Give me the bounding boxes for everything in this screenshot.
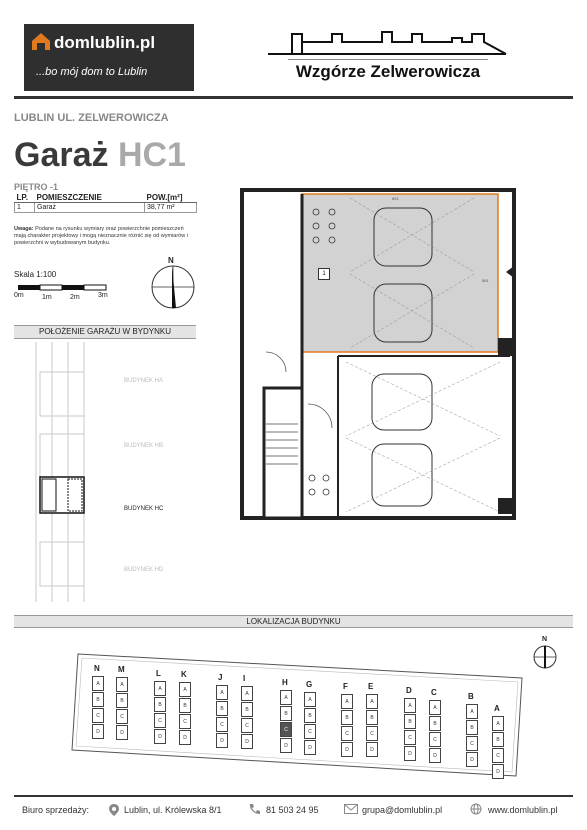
site-unit: A xyxy=(241,686,253,701)
site-unit: A xyxy=(366,694,378,709)
site-unit: B xyxy=(241,702,253,717)
logo-tagline: ...bo mój dom to Lublin xyxy=(36,66,148,78)
scale-tick-0: 0m xyxy=(14,292,24,299)
site-unit: C xyxy=(404,730,416,745)
building-label-hb: BUDYNEK HB xyxy=(124,443,164,449)
site-unit: D xyxy=(466,752,478,767)
site-unit: C xyxy=(304,724,316,739)
site-unit: C xyxy=(429,732,441,747)
site-building-label: M xyxy=(118,665,125,674)
scale-tick-1: 1m xyxy=(42,294,52,301)
site-unit: D xyxy=(280,738,292,753)
site-unit: B xyxy=(179,698,191,713)
site-building-label: I xyxy=(243,674,246,683)
site-unit: A xyxy=(429,700,441,715)
site-unit: A xyxy=(492,716,504,731)
site-building-label: E xyxy=(368,682,374,691)
project-title: Wzgórze Zelwerowicza xyxy=(295,62,481,81)
table-row xyxy=(15,203,197,213)
site-unit: A xyxy=(216,685,228,700)
logo-brand: domlublin.pl xyxy=(54,33,156,52)
footer-label: Biuro sprzedaży: xyxy=(22,805,90,815)
site-building-label: G xyxy=(306,680,313,689)
site-section-title: LOKALIZACJA BUDYNKU xyxy=(14,615,573,628)
site-building-label: C xyxy=(431,688,437,697)
site-building-label: L xyxy=(156,669,161,678)
scale-tick-2: 2m xyxy=(70,294,80,301)
site-unit: D xyxy=(241,734,253,749)
site-unit: C xyxy=(341,726,353,741)
floor-plan xyxy=(238,188,520,522)
email-icon xyxy=(344,804,358,814)
entry-arrow-icon xyxy=(506,266,514,278)
location-label: LUBLIN UL. ZELWEROWICZA xyxy=(14,112,169,124)
building-section-plan xyxy=(30,342,90,602)
site-unit: D xyxy=(492,764,504,779)
building-label-ha: BUDYNEK HA xyxy=(124,378,164,384)
scale-tick-3: 3m xyxy=(98,292,108,299)
header-divider xyxy=(14,96,573,99)
site-unit: D xyxy=(154,729,166,744)
site-unit: B xyxy=(154,697,166,712)
site-building-label: D xyxy=(406,686,412,695)
site-unit: B xyxy=(216,701,228,716)
site-plan xyxy=(70,650,530,780)
footer-email[interactable]: grupa@domlublin.pl xyxy=(362,805,443,815)
site-unit: A xyxy=(116,677,128,692)
site-unit: B xyxy=(92,692,104,707)
site-compass-icon xyxy=(532,644,558,670)
site-compass-north-label: N xyxy=(542,636,548,643)
plan-room-label: 1 xyxy=(318,268,330,280)
site-unit: C xyxy=(241,718,253,733)
garage-hc1-area xyxy=(302,194,498,352)
compass-icon xyxy=(150,264,196,310)
site-unit: B xyxy=(116,693,128,708)
site-building-label: J xyxy=(218,673,223,682)
site-unit: B xyxy=(341,710,353,725)
site-building-label: B xyxy=(468,692,474,701)
site-unit: C xyxy=(179,714,191,729)
site-unit: D xyxy=(116,725,128,740)
col-room: POMIESZCZENIE xyxy=(35,193,145,203)
unit-code: HC1 xyxy=(117,136,186,174)
location-pin-icon xyxy=(108,803,120,817)
row-no: 1 xyxy=(15,203,35,213)
building-label-hd: BUDYNEK HD xyxy=(124,567,164,573)
site-unit: C xyxy=(92,708,104,723)
footer-address[interactable]: Lublin, ul. Królewska 8/1 xyxy=(124,805,222,815)
site-unit: B xyxy=(366,710,378,725)
row-room: Garaż xyxy=(35,203,145,213)
footer-divider xyxy=(14,795,573,797)
col-no: LP. xyxy=(15,193,35,203)
site-building-label: F xyxy=(343,682,348,691)
site-unit: A xyxy=(304,692,316,707)
site-unit: A xyxy=(154,681,166,696)
plan-dim-side: 561 xyxy=(482,278,489,283)
site-unit: D xyxy=(179,730,191,745)
site-unit: D xyxy=(366,742,378,757)
site-unit: C xyxy=(216,717,228,732)
site-unit: A xyxy=(404,698,416,713)
site-unit: C xyxy=(154,713,166,728)
position-section-title: POŁOŻENIE GARAŻU W BYDYNKU xyxy=(14,325,196,339)
site-unit: D xyxy=(429,748,441,763)
site-building-label: H xyxy=(282,678,288,687)
footer-website[interactable]: www.domlublin.pl xyxy=(488,805,558,815)
site-unit: C xyxy=(116,709,128,724)
site-unit: D xyxy=(404,746,416,761)
site-unit: B xyxy=(466,720,478,735)
site-unit-highlighted: C xyxy=(280,722,292,737)
site-unit: B xyxy=(304,708,316,723)
phone-icon xyxy=(248,803,260,815)
site-unit: B xyxy=(429,716,441,731)
table-header-row xyxy=(15,193,197,203)
site-unit: A xyxy=(92,676,104,691)
site-building-label: K xyxy=(181,670,187,679)
site-unit: D xyxy=(341,742,353,757)
scale-label: Skala 1:100 xyxy=(14,270,57,279)
page-title xyxy=(14,136,186,175)
site-unit: D xyxy=(216,733,228,748)
scale-bar xyxy=(18,284,108,292)
floor-label: PIĘTRO -1 xyxy=(14,182,59,192)
col-area: POW.[m²] xyxy=(145,193,197,203)
site-unit: D xyxy=(304,740,316,755)
note-label: Uwaga: xyxy=(14,226,34,232)
house-icon xyxy=(30,30,52,52)
project-logo-skyline xyxy=(262,24,512,60)
site-unit: C xyxy=(466,736,478,751)
plan-dim-top: 691 xyxy=(392,196,399,201)
site-unit: C xyxy=(492,748,504,763)
site-unit: A xyxy=(341,694,353,709)
site-building-label: N xyxy=(94,664,100,673)
unit-type: Garaż xyxy=(14,136,109,174)
site-unit: B xyxy=(404,714,416,729)
site-unit: B xyxy=(492,732,504,747)
site-unit: C xyxy=(366,726,378,741)
site-building-label: A xyxy=(494,704,500,713)
site-unit: A xyxy=(179,682,191,697)
site-unit: A xyxy=(280,690,292,705)
row-area: 38,77 m² xyxy=(145,203,197,213)
site-unit: A xyxy=(466,704,478,719)
disclaimer-note xyxy=(14,226,196,247)
compass-north-label: N xyxy=(168,256,174,265)
globe-icon xyxy=(470,803,482,815)
site-unit: B xyxy=(280,706,292,721)
site-unit: D xyxy=(92,724,104,739)
building-label-hc: BUDYNEK HC xyxy=(124,506,164,512)
rooms-table xyxy=(14,193,197,213)
note-text: Podane na rysunku wymiary oraz powierzchnie pomieszczeń mają charakter projektowy i mogą nieznacznie różnić się od wymiarów i powierzchni w wybudowanym budynku. xyxy=(14,226,188,246)
footer-phone[interactable]: 81 503 24 95 xyxy=(266,805,319,815)
